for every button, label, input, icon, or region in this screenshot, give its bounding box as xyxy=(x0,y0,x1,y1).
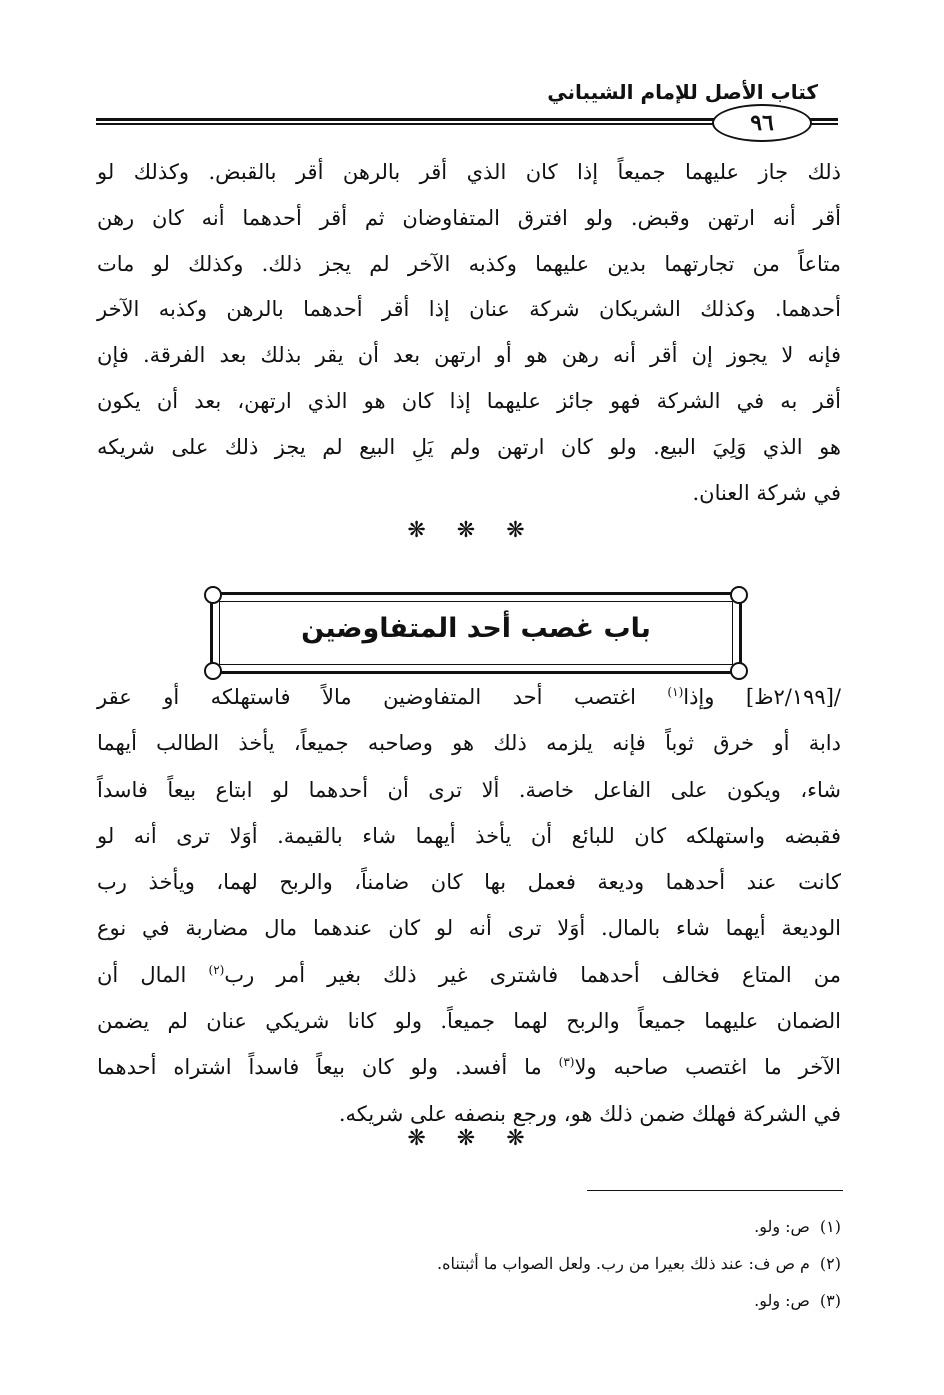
text-segment: من المتاع فخالف أحدهما فاشترى غير ذلك بغير أمر رب xyxy=(224,962,842,987)
text-line: ذلك جاز عليهما جميعاً إذا كان الذي أقر بالرهن أقر بالقبض. وكذلك لو xyxy=(97,160,841,184)
footnotes xyxy=(97,1208,841,1319)
text-segment: الآخر ما اغتصب صاحبه ولا xyxy=(574,1055,841,1080)
text-line: الضمان عليهما جميعاً والربح لهما جميعاً. ولو كانا شريكي عنان لم يضمن xyxy=(97,1009,841,1034)
text-line xyxy=(97,1044,841,1090)
text-line: هو الذي وَلِيَ البيع. ولو كان ارتهن ولم يَلِ البيع لم يجز ذلك على شريكه xyxy=(97,434,841,459)
section-ornament: ❋ ❋ ❋ xyxy=(407,518,537,543)
folio-reference: /[٢/١٩٩ظ] وإذا xyxy=(683,685,841,709)
page-number: ٩٦ xyxy=(712,104,812,142)
text-line: أقر به في الشركة فهو جائز عليهما إذا كان هو الذي ارتهن، بعد أن يكون xyxy=(97,388,841,413)
text-line: في الشركة فهلك ضمن ذلك هو، ورجع بنصفه على شريكه. xyxy=(338,1101,841,1126)
text-line: أقر أنه ارتهن وقبض. ولو افترق المتفاوضان ثم أقر أحدهما أنه كان رهن xyxy=(97,205,841,230)
footnote-separator xyxy=(587,1190,843,1191)
text-line: فقبضه واستهلكه كان للبائع أن يأخذ أيهما شاء بالقيمة. أوَلا ترى أنه لو xyxy=(97,823,841,848)
footnote-marker[interactable]: (١) xyxy=(667,685,684,699)
frame-corner-ornament xyxy=(730,586,748,604)
text-segment: اغتصب أحد المتفاوضين مالاً فاستهلكه أو عقر xyxy=(97,685,668,709)
footnote xyxy=(97,1245,841,1282)
footnote-marker[interactable]: (٢) xyxy=(208,962,225,977)
text-segment: المال أن xyxy=(97,962,209,987)
paragraph-1 xyxy=(97,150,841,516)
text-line xyxy=(97,952,841,998)
text-line: متاعاً من تجارتهما بدين عليهما وكذبه الآخر لم يجز ذلك. وكذلك لو مات xyxy=(97,251,841,276)
frame-corner-ornament xyxy=(204,586,222,604)
running-title: كتاب الأصل للإمام الشيباني xyxy=(547,80,818,104)
section-ornament: ❋ ❋ ❋ xyxy=(407,1126,537,1151)
chapter-title-frame xyxy=(210,592,742,674)
text-line: في شركة العنان. xyxy=(692,480,841,505)
footnote-number: (٢) xyxy=(819,1254,841,1273)
chapter-title: باب غصب أحد المتفاوضين xyxy=(301,613,651,644)
text-line: فإنه لا يجوز إن أقر أنه رهن هو أو ارتهن بعد أن يقر بذلك بعد الفرقة. فإن xyxy=(97,343,841,368)
text-line: أحدهما. وكذلك الشريكان شركة عنان إذا أقر أحدهما بالرهن وكذبه الآخر xyxy=(97,297,841,322)
footnote xyxy=(97,1208,841,1245)
text-line xyxy=(97,674,841,720)
footnote-text: م ص ف: عند ذلك بعيرا من رب. ولعل الصواب ما أثبتناه. xyxy=(437,1254,810,1273)
text-line: كانت عند أحدهما وديعة فعمل بها كان ضامناً، والربح لهما، ويأخذ رب xyxy=(97,870,841,895)
text-segment: ما أفسد. ولو كان بيعاً فاسداً اشتراه أحدهما xyxy=(97,1055,559,1080)
footnote xyxy=(97,1282,841,1319)
footnote-text: ص: ولو. xyxy=(754,1217,810,1236)
text-line: دابة أو خرق ثوباً فإنه يلزمه ذلك هو وصاحبه جميعاً، يأخذ الطالب أيهما xyxy=(97,731,841,756)
footnote-text: ص: ولو. xyxy=(754,1291,810,1310)
footnote-number: (٣) xyxy=(819,1291,841,1310)
footnote-number: (١) xyxy=(819,1217,841,1236)
text-line: شاء، ويكون على الفاعل خاصة. ألا ترى أن أحدهما لو ابتاع بيعاً فاسداً xyxy=(97,777,841,802)
text-line: الوديعة أيهما شاء بالمال. أوَلا ترى أنه لو كان عندهما مال مضاربة في نوع xyxy=(97,916,841,941)
footnote-marker[interactable]: (٣) xyxy=(558,1055,575,1070)
paragraph-2 xyxy=(97,674,841,1137)
